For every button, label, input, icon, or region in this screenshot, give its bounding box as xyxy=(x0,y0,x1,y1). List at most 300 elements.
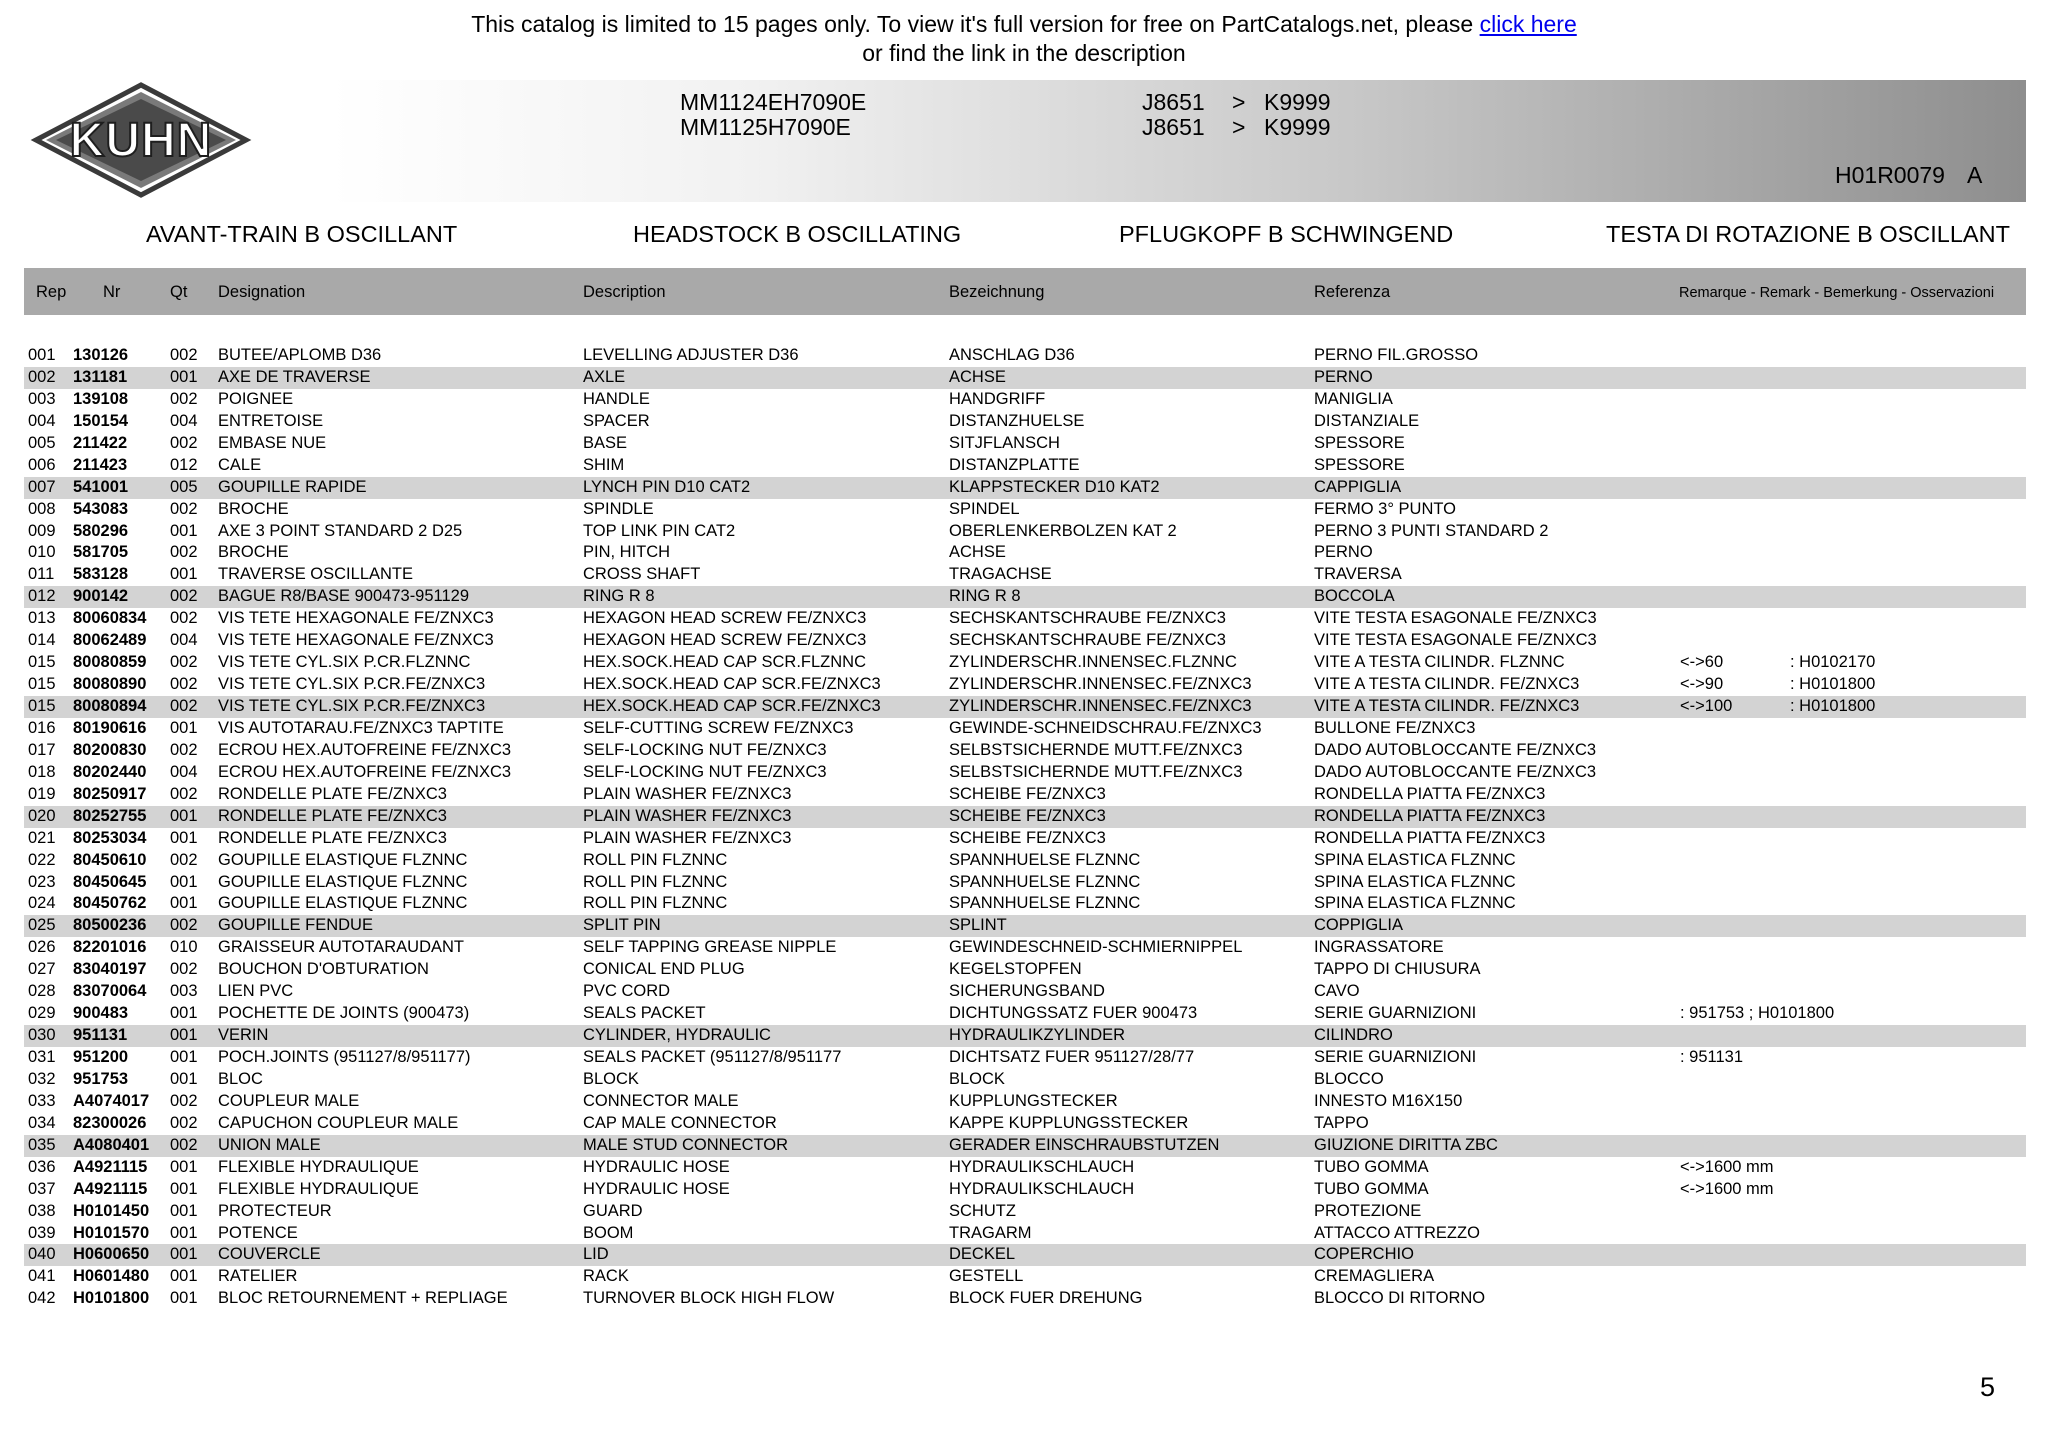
cell-de: SPINDEL xyxy=(949,499,1020,518)
cell-rm1: <->90 xyxy=(1680,675,1724,694)
cell-de: GEWINDESCHNEID-SCHMIERNIPPEL xyxy=(949,938,1243,957)
cell-de: TRAGARM xyxy=(949,1223,1032,1242)
cell-qt: 010 xyxy=(170,938,198,957)
cell-qt: 004 xyxy=(170,411,198,430)
cell-it: PERNO xyxy=(1314,367,1373,386)
table-row xyxy=(24,1069,2026,1091)
notice-line-1 xyxy=(0,10,2048,39)
cell-nr: 951753 xyxy=(73,1069,129,1088)
cell-fr: TRAVERSE OSCILLANTE xyxy=(218,565,413,584)
cell-qt: 004 xyxy=(170,762,198,781)
cell-en: HEXAGON HEAD SCREW FE/ZNXC3 xyxy=(583,609,867,628)
cell-en: CYLINDER, HYDRAULIC xyxy=(583,1026,771,1045)
cell-fr: GOUPILLE ELASTIQUE FLZNNC xyxy=(218,850,468,869)
cell-qt: 001 xyxy=(170,1223,198,1242)
table-row xyxy=(24,674,2026,696)
cell-nr: 80080859 xyxy=(73,653,147,672)
cell-de: SELBSTSICHERNDE MUTT.FE/ZNXC3 xyxy=(949,740,1243,759)
cell-qt: 002 xyxy=(170,1091,198,1110)
table-row xyxy=(24,389,2026,411)
cell-en: PLAIN WASHER FE/ZNXC3 xyxy=(583,806,792,825)
cell-it: MANIGLIA xyxy=(1314,389,1393,408)
table-row xyxy=(24,937,2026,959)
table-row xyxy=(24,411,2026,433)
cell-en: SELF-LOCKING NUT FE/ZNXC3 xyxy=(583,762,827,781)
logo-text: KUHN xyxy=(69,114,213,167)
cell-rep: 002 xyxy=(28,367,56,386)
cell-de: SCHEIBE FE/ZNXC3 xyxy=(949,806,1106,825)
cell-de: ACHSE xyxy=(949,367,1006,386)
table-row xyxy=(24,1179,2026,1201)
cell-de: ZYLINDERSCHR.INNENSEC.FLZNNC xyxy=(949,653,1237,672)
cell-nr: 580296 xyxy=(73,521,129,540)
table-row xyxy=(24,521,2026,543)
cell-rep: 013 xyxy=(28,609,56,628)
cell-de: SCHEIBE FE/ZNXC3 xyxy=(949,828,1106,847)
cell-en: TURNOVER BLOCK HIGH FLOW xyxy=(583,1289,835,1308)
cell-rep: 015 xyxy=(28,675,56,694)
cell-nr: 80450610 xyxy=(73,850,147,869)
cell-nr: 80450762 xyxy=(73,894,147,913)
cell-fr: POIGNEE xyxy=(218,389,294,408)
cell-nr: 900142 xyxy=(73,587,129,606)
cell-rep: 039 xyxy=(28,1223,56,1242)
click-here-link[interactable]: click here xyxy=(1479,11,1577,37)
cell-it: COPERCHIO xyxy=(1314,1245,1414,1264)
cell-rep: 003 xyxy=(28,389,56,408)
table-row xyxy=(24,1266,2026,1288)
table-row xyxy=(24,981,2026,1003)
model-list xyxy=(680,90,866,140)
cell-qt: 002 xyxy=(170,389,198,408)
cell-rep: 038 xyxy=(28,1201,56,1220)
cell-rep: 010 xyxy=(28,543,56,562)
cell-en: PVC CORD xyxy=(583,982,671,1001)
cell-it: CREMAGLIERA xyxy=(1314,1267,1435,1286)
table-row xyxy=(24,652,2026,674)
cell-de: BLOCK FUER DREHUNG xyxy=(949,1289,1143,1308)
cell-en: CAP MALE CONNECTOR xyxy=(583,1113,777,1132)
cell-fr: VIS TETE CYL.SIX P.CR.FE/ZNXC3 xyxy=(218,697,486,715)
serial-arrow: > xyxy=(1232,114,1246,140)
page-number: 5 xyxy=(1980,1372,1996,1402)
cell-de: SPANNHUELSE FLZNNC xyxy=(949,894,1141,913)
table-row xyxy=(24,477,2026,499)
cell-de: SELBSTSICHERNDE MUTT.FE/ZNXC3 xyxy=(949,762,1243,781)
cell-it: SERIE GUARNIZIONI xyxy=(1314,1048,1477,1066)
cell-rep: 030 xyxy=(28,1026,56,1045)
table-row xyxy=(24,1157,2026,1179)
cell-nr: 900483 xyxy=(73,1004,129,1023)
cell-fr: UNION MALE xyxy=(218,1135,321,1154)
cell-de: SECHSKANTSCHRAUBE FE/ZNXC3 xyxy=(949,609,1226,628)
cell-nr: 581705 xyxy=(73,543,129,562)
cell-rm1: : 951753 ; H0101800 xyxy=(1680,1004,1835,1023)
cell-rep: 012 xyxy=(28,587,56,606)
table-row xyxy=(24,915,2026,937)
cell-nr: H0600650 xyxy=(73,1245,150,1264)
cell-rep: 028 xyxy=(28,982,56,1001)
notice-text: This catalog is limited to 15 pages only. To view it's full version for free on PartCatalogs.net, please xyxy=(471,11,1480,37)
cell-it: SPINA ELASTICA FLZNNC xyxy=(1314,894,1516,913)
cell-qt: 001 xyxy=(170,1179,198,1198)
cell-it: TUBO GOMMA xyxy=(1314,1179,1429,1198)
cell-fr: VIS TETE HEXAGONALE FE/ZNXC3 xyxy=(218,609,494,628)
cell-de: HANDGRIFF xyxy=(949,389,1046,408)
cell-nr: 82201016 xyxy=(73,938,147,957)
table-row xyxy=(24,784,2026,806)
title-de: PFLUGKOPF B SCHWINGEND xyxy=(1119,221,1454,247)
cell-fr: GRAISSEUR AUTOTARAUDANT xyxy=(218,938,465,957)
cell-qt: 001 xyxy=(170,1069,198,1088)
cell-it: SPINA ELASTICA FLZNNC xyxy=(1314,850,1516,869)
cell-fr: POCHETTE DE JOINTS (900473) xyxy=(218,1004,470,1023)
cell-de: OBERLENKERBOLZEN KAT 2 xyxy=(949,521,1177,540)
cell-de: SPLINT xyxy=(949,916,1007,935)
cell-nr: 80200830 xyxy=(73,740,147,759)
table-row xyxy=(24,1244,2026,1266)
cell-it: BOCCOLA xyxy=(1314,587,1395,606)
cell-de: SPANNHUELSE FLZNNC xyxy=(949,872,1141,891)
serial-from: J8651 xyxy=(1142,114,1205,140)
cell-en: SELF-CUTTING SCREW FE/ZNXC3 xyxy=(583,718,854,737)
cell-en: LID xyxy=(583,1245,609,1264)
cell-rep: 014 xyxy=(28,631,56,650)
cell-nr: 583128 xyxy=(73,565,129,584)
cell-en: ROLL PIN FLZNNC xyxy=(583,850,728,869)
table-row xyxy=(24,367,2026,389)
cell-it: BULLONE FE/ZNXC3 xyxy=(1314,718,1476,737)
cell-it: VITE TESTA ESAGONALE FE/ZNXC3 xyxy=(1314,609,1597,628)
cell-de: SPANNHUELSE FLZNNC xyxy=(949,850,1141,869)
cell-qt: 002 xyxy=(170,653,198,672)
cell-en: TOP LINK PIN CAT2 xyxy=(583,521,736,540)
table-row xyxy=(24,1003,2026,1025)
cell-fr: BLOC RETOURNEMENT + REPLIAGE xyxy=(218,1289,508,1308)
cell-it: PERNO 3 PUNTI STANDARD 2 xyxy=(1314,521,1549,540)
cell-fr: LIEN PVC xyxy=(218,982,294,1001)
model-code: MM1124EH7090E xyxy=(680,89,867,115)
cell-en: LEVELLING ADJUSTER D36 xyxy=(583,346,799,364)
cell-nr: 211423 xyxy=(73,455,128,474)
cell-rep: 015 xyxy=(28,697,56,715)
cell-rep: 024 xyxy=(28,894,56,913)
cell-it: CILINDRO xyxy=(1314,1026,1393,1045)
cell-rep: 041 xyxy=(28,1267,56,1286)
cell-fr: POCH.JOINTS (951127/8/951177) xyxy=(218,1048,471,1066)
cell-de: SCHUTZ xyxy=(949,1201,1016,1220)
cell-it: RONDELLA PIATTA FE/ZNXC3 xyxy=(1314,784,1546,803)
cell-de: GEWINDE-SCHNEIDSCHRAU.FE/ZNXC3 xyxy=(949,718,1262,737)
cell-fr: COUPLEUR MALE xyxy=(218,1091,360,1110)
cell-it: CAPPIGLIA xyxy=(1314,477,1402,496)
cell-it: SPESSORE xyxy=(1314,433,1405,452)
cell-qt: 002 xyxy=(170,784,198,803)
cell-nr: H0101570 xyxy=(73,1223,150,1242)
cell-it: SPESSORE xyxy=(1314,455,1405,474)
cell-qt: 001 xyxy=(170,828,198,847)
cell-nr: 80253034 xyxy=(73,828,147,847)
cell-it: TRAVERSA xyxy=(1314,565,1402,584)
cell-rm1: <->60 xyxy=(1680,653,1724,672)
cell-rm2: : H0101800 xyxy=(1790,697,1876,715)
cell-rep: 032 xyxy=(28,1069,56,1088)
cell-en: CONNECTOR MALE xyxy=(583,1091,739,1110)
table-row xyxy=(24,959,2026,981)
cell-de: BLOCK xyxy=(949,1069,1005,1088)
cell-it: VITE A TESTA CILINDR. FE/ZNXC3 xyxy=(1314,675,1580,694)
cell-fr: BOUCHON D'OBTURATION xyxy=(218,960,429,979)
cell-it: INGRASSATORE xyxy=(1314,938,1444,957)
cell-qt: 001 xyxy=(170,367,198,386)
table-row xyxy=(24,564,2026,586)
cell-qt: 002 xyxy=(170,960,198,979)
cell-en: AXLE xyxy=(583,367,626,386)
cell-rep: 033 xyxy=(28,1091,56,1110)
cell-en: SHIM xyxy=(583,455,625,474)
cell-fr: VIS AUTOTARAU.FE/ZNXC3 TAPTITE xyxy=(218,718,504,737)
cell-en: HANDLE xyxy=(583,389,650,408)
cell-nr: 80080894 xyxy=(73,697,147,715)
cell-it: DISTANZIALE xyxy=(1314,411,1420,430)
cell-en: SELF TAPPING GREASE NIPPLE xyxy=(583,938,837,957)
col-qt: Qt xyxy=(170,283,188,301)
cell-nr: 83070064 xyxy=(73,982,147,1001)
cell-it: DADO AUTOBLOCCANTE FE/ZNXC3 xyxy=(1314,740,1597,759)
table-row xyxy=(24,586,2026,608)
cell-en: HEX.SOCK.HEAD CAP SCR.FE/ZNXC3 xyxy=(583,675,881,694)
table-row xyxy=(24,828,2026,850)
cell-rep: 017 xyxy=(28,740,56,759)
cell-nr: 130126 xyxy=(73,346,129,364)
cell-qt: 001 xyxy=(170,1048,198,1066)
section-titles xyxy=(0,221,2026,251)
cell-nr: A4080401 xyxy=(73,1135,150,1154)
cell-rm2: : H0101800 xyxy=(1790,675,1876,694)
cell-en: SPINDLE xyxy=(583,499,654,518)
cell-it: RONDELLA PIATTA FE/ZNXC3 xyxy=(1314,828,1546,847)
cell-fr: BROCHE xyxy=(218,499,289,518)
cell-qt: 001 xyxy=(170,872,198,891)
cell-qt: 002 xyxy=(170,697,198,715)
cell-fr: BLOC xyxy=(218,1069,263,1088)
cell-fr: FLEXIBLE HYDRAULIQUE xyxy=(218,1157,419,1176)
cell-de: KUPPLUNGSTECKER xyxy=(949,1091,1118,1110)
col-designation: Designation xyxy=(218,283,306,301)
cell-fr: AXE 3 POINT STANDARD 2 D25 xyxy=(218,521,463,540)
cell-qt: 002 xyxy=(170,587,198,606)
cell-de: GESTELL xyxy=(949,1267,1024,1286)
cell-qt: 002 xyxy=(170,433,198,452)
cell-de: KLAPPSTECKER D10 KAT2 xyxy=(949,477,1160,496)
cell-rep: 004 xyxy=(28,411,56,430)
cell-it: COPPIGLIA xyxy=(1314,916,1403,935)
cell-rep: 005 xyxy=(28,433,56,452)
cell-rep: 022 xyxy=(28,850,56,869)
table-row xyxy=(24,872,2026,894)
cell-nr: 83040197 xyxy=(73,960,147,979)
cell-rep: 040 xyxy=(28,1245,56,1264)
cell-en: PLAIN WASHER FE/ZNXC3 xyxy=(583,828,792,847)
cell-rep: 018 xyxy=(28,762,56,781)
cell-fr: CALE xyxy=(218,455,262,474)
col-remark: Remarque - Remark - Bemerkung - Osservazioni xyxy=(1679,285,1995,301)
table-row xyxy=(24,762,2026,784)
cell-rep: 042 xyxy=(28,1289,56,1308)
cell-qt: 001 xyxy=(170,894,198,913)
cell-de: HYDRAULIKSCHLAUCH xyxy=(949,1179,1135,1198)
cell-en: HEX.SOCK.HEAD CAP SCR.FLZNNC xyxy=(583,653,866,672)
cell-fr: RONDELLE PLATE FE/ZNXC3 xyxy=(218,806,447,825)
cell-en: SEALS PACKET xyxy=(583,1004,706,1023)
cell-rm1: <->1600 mm xyxy=(1680,1179,1774,1198)
cell-nr: 541001 xyxy=(73,477,129,496)
cell-rep: 036 xyxy=(28,1157,56,1176)
cell-qt: 002 xyxy=(170,499,198,518)
document-reference xyxy=(1835,162,1982,189)
cell-nr: 80250917 xyxy=(73,784,147,803)
table-row xyxy=(24,499,2026,521)
cell-fr: RONDELLE PLATE FE/ZNXC3 xyxy=(218,784,447,803)
cell-it: BLOCCO xyxy=(1314,1069,1384,1088)
cell-de: DICHTUNGSSATZ FUER 900473 xyxy=(949,1004,1198,1023)
cell-nr: 80060834 xyxy=(73,609,147,628)
cell-nr: 80062489 xyxy=(73,631,147,650)
cell-qt: 002 xyxy=(170,1135,198,1154)
cell-fr: BAGUE R8/BASE 900473-951129 xyxy=(218,587,470,606)
cell-en: PIN, HITCH xyxy=(583,543,671,562)
cell-de: DISTANZPLATTE xyxy=(949,455,1080,474)
cell-en: HEXAGON HEAD SCREW FE/ZNXC3 xyxy=(583,631,867,650)
cell-fr: BROCHE xyxy=(218,543,289,562)
cell-en: MALE STUD CONNECTOR xyxy=(583,1135,789,1154)
cell-en: SPACER xyxy=(583,411,650,430)
cell-nr: 131181 xyxy=(73,367,128,386)
cell-rm1: : 951131 xyxy=(1680,1048,1744,1066)
cell-nr: 211422 xyxy=(73,433,128,452)
cell-rep: 029 xyxy=(28,1004,56,1023)
cell-fr: RATELIER xyxy=(218,1267,298,1286)
serial-to: K9999 xyxy=(1264,114,1331,140)
cell-it: FERMO 3° PUNTO xyxy=(1314,499,1456,518)
cell-fr: RONDELLE PLATE FE/ZNXC3 xyxy=(218,828,447,847)
cell-it: VITE A TESTA CILINDR. FE/ZNXC3 xyxy=(1314,697,1580,715)
table-row xyxy=(24,1223,2026,1245)
cell-en: HEX.SOCK.HEAD CAP SCR.FE/ZNXC3 xyxy=(583,697,881,715)
cell-fr: VERIN xyxy=(218,1026,269,1045)
cell-qt: 001 xyxy=(170,565,198,584)
cell-it: PROTEZIONE xyxy=(1314,1201,1422,1220)
cell-de: HYDRAULIKZYLINDER xyxy=(949,1026,1126,1045)
cell-qt: 001 xyxy=(170,1026,198,1045)
cell-qt: 002 xyxy=(170,916,198,935)
cell-rm1: <->100 xyxy=(1680,697,1733,715)
table-row xyxy=(24,1113,2026,1135)
cell-fr: VIS TETE CYL.SIX P.CR.FE/ZNXC3 xyxy=(218,675,486,694)
cell-qt: 002 xyxy=(170,1113,198,1132)
cell-nr: 80190616 xyxy=(73,718,147,737)
title-it: TESTA DI ROTAZIONE B OSCILLANT xyxy=(1606,221,2010,247)
table-row xyxy=(24,345,2026,367)
table-row xyxy=(24,1047,2026,1069)
table-row xyxy=(24,1091,2026,1113)
cell-en: LYNCH PIN D10 CAT2 xyxy=(583,477,751,496)
cell-it: PERNO FIL.GROSSO xyxy=(1314,346,1479,364)
document-revision: A xyxy=(1966,162,1983,188)
cell-fr: BUTEE/APLOMB D36 xyxy=(218,346,382,364)
cell-it: CAVO xyxy=(1314,982,1360,1001)
cell-nr: 80202440 xyxy=(73,762,147,781)
cell-it: GIUZIONE DIRITTA ZBC xyxy=(1314,1135,1498,1154)
serial-from: J8651 xyxy=(1142,89,1205,115)
cell-de: TRAGACHSE xyxy=(949,565,1052,584)
cell-qt: 012 xyxy=(170,455,198,474)
cell-rep: 020 xyxy=(28,806,56,825)
cell-qt: 004 xyxy=(170,631,198,650)
cell-fr: POTENCE xyxy=(218,1223,298,1242)
serial-arrow-column xyxy=(1232,90,1245,140)
cell-nr: 150154 xyxy=(73,411,129,430)
table-row xyxy=(24,806,2026,828)
table-row xyxy=(24,718,2026,740)
cell-fr: GOUPILLE FENDUE xyxy=(218,916,373,935)
cell-rep: 007 xyxy=(28,477,56,496)
table-row xyxy=(24,542,2026,564)
table-row xyxy=(24,893,2026,915)
model-code: MM1125H7090E xyxy=(680,114,851,140)
cell-de: KAPPE KUPPLUNGSSTECKER xyxy=(949,1113,1189,1132)
cell-nr: H0101800 xyxy=(73,1289,150,1308)
cell-en: BASE xyxy=(583,433,628,452)
cell-fr: COUVERCLE xyxy=(218,1245,321,1264)
cell-nr: 80450645 xyxy=(73,872,147,891)
cell-it: ATTACCO ATTREZZO xyxy=(1314,1223,1480,1242)
cell-it: TAPPO xyxy=(1314,1113,1369,1132)
cell-rep: 027 xyxy=(28,960,56,979)
cell-de: RING R 8 xyxy=(949,587,1021,606)
table-row xyxy=(24,1135,2026,1157)
cell-rep: 035 xyxy=(28,1135,56,1154)
cell-fr: VIS TETE CYL.SIX P.CR.FLZNNC xyxy=(218,653,471,672)
cell-rep: 006 xyxy=(28,455,56,474)
cell-en: ROLL PIN FLZNNC xyxy=(583,872,728,891)
cell-it: TUBO GOMMA xyxy=(1314,1157,1429,1176)
cell-qt: 001 xyxy=(170,1201,198,1220)
cell-fr: VIS TETE HEXAGONALE FE/ZNXC3 xyxy=(218,631,494,650)
table-row xyxy=(24,433,2026,455)
col-bezeichnung: Bezeichnung xyxy=(949,283,1045,301)
cell-qt: 002 xyxy=(170,346,198,364)
title-en: HEADSTOCK B OSCILLATING xyxy=(633,221,962,247)
cell-fr: ECROU HEX.AUTOFREINE FE/ZNXC3 xyxy=(218,762,512,781)
cell-qt: 001 xyxy=(170,521,198,540)
cell-fr: ECROU HEX.AUTOFREINE FE/ZNXC3 xyxy=(218,740,512,759)
cell-rep: 034 xyxy=(28,1113,56,1132)
cell-en: RACK xyxy=(583,1267,629,1286)
document-code: H01R0079 xyxy=(1835,162,1945,188)
cell-qt: 003 xyxy=(170,982,198,1001)
cell-rep: 026 xyxy=(28,938,56,957)
cell-nr: 951200 xyxy=(73,1048,129,1066)
table-row xyxy=(24,608,2026,630)
cell-en: BLOCK xyxy=(583,1069,639,1088)
cell-rep: 023 xyxy=(28,872,56,891)
serial-to-column xyxy=(1264,90,1331,140)
cell-rep: 025 xyxy=(28,916,56,935)
cell-en: SEALS PACKET (951127/8/951177 xyxy=(583,1048,842,1066)
cell-nr: H0101450 xyxy=(73,1201,150,1220)
cell-rep: 019 xyxy=(28,784,56,803)
